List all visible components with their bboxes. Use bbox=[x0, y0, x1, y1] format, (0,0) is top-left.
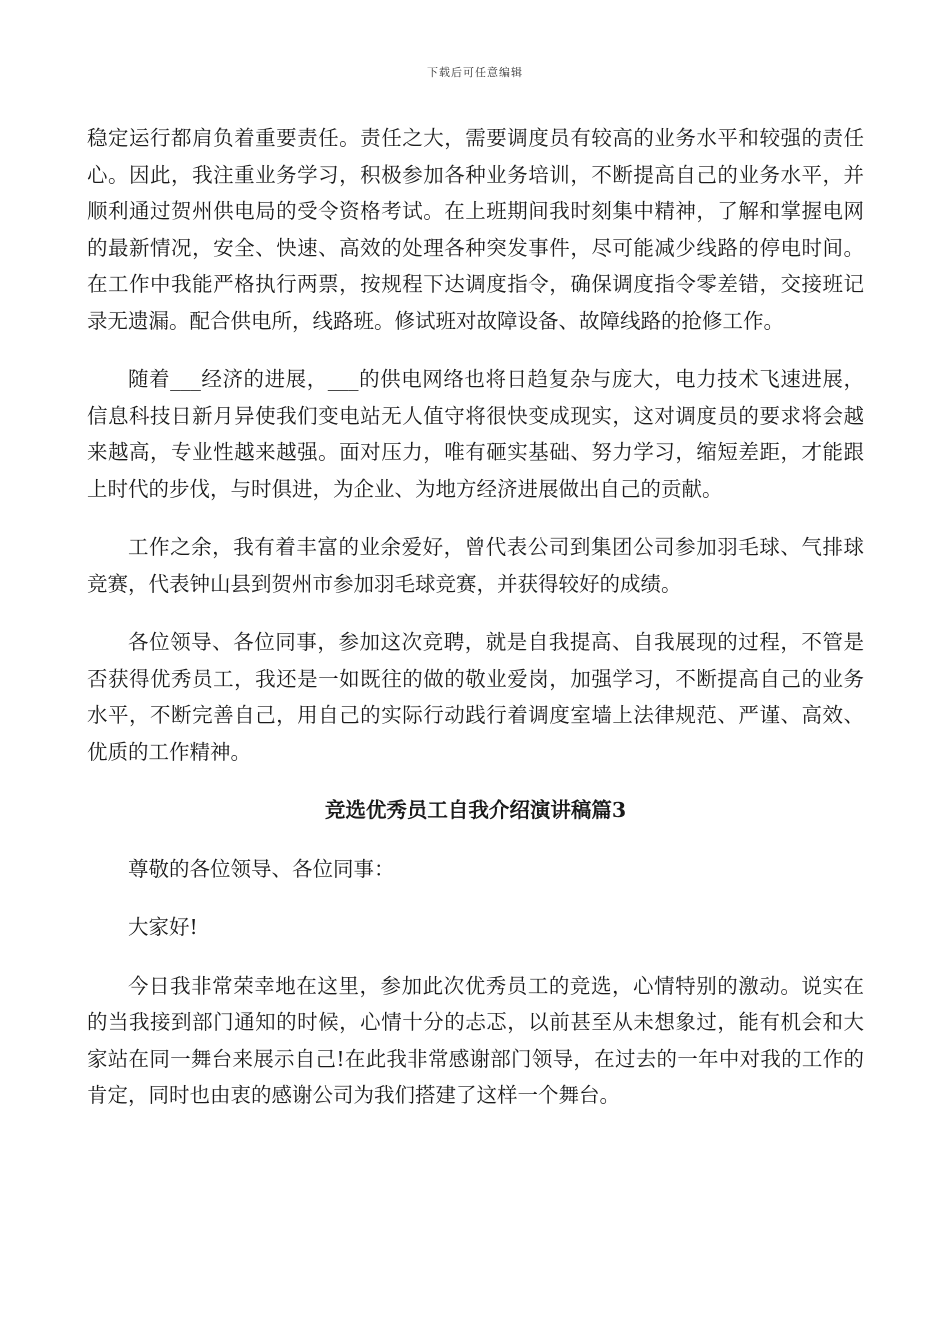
greeting: 尊敬的各位领导、各位同事： bbox=[128, 856, 395, 881]
header-note: 下载后可任意编辑 bbox=[427, 66, 523, 79]
paragraph-conclusion: 各位领导、各位同事，参加这次竞聘，就是自我提高、自我展现的过程，不管是否获得优秀员工，我还是一如既往的做的敬业爱岗，加强学习，不断提高自己的业务水平，不断完善自己，用自己的实际行动践行着调度室墙上法律规范、严谨、高效、优质的工作精神。 bbox=[87, 630, 864, 764]
paragraph-hobbies: 工作之余，我有着丰富的业余爱好，曾代表公司到集团公司参加羽毛球、气排球竞赛，代表钟山县到贺州市参加羽毛球竞赛，并获得较好的成绩。 bbox=[87, 535, 864, 596]
paragraph-continued: 稳定运行都肩负着重要责任。责任之大，需要调度员有较高的业务水平和较强的责任心。因此，我注重业务学习，积极参加各种业务培训，不断提高自己的业务水平，并顺利通过贺州供电局的受令资格考试。在上班期间我时刻集中精神，了解和掌握电网的最新情况，安全、快速、高效的处理各种突发事件，尽可能减少线路的停电时间。在工作中我能严格执行两票，按规程下达调度指令，确保调度指令零差错，交接班记录无遗漏。配合供电所，线路班。修试班对故障设备、故障线路的抢修工作。 bbox=[87, 126, 864, 333]
paragraph-opening: 今日我非常荣幸地在这里，参加此次优秀员工的竞选，心情特别的激动。说实在的当我接到部门通知的时候，心情十分的忐忑，以前甚至从未想象过，能有机会和大家站在同一舞台来展示自己!在此我非常感谢部门领导，在过去的一年中对我的工作的肯定，同时也由衷的感谢公司为我们搭建了这样一个舞台。 bbox=[87, 973, 864, 1107]
hello: 大家好! bbox=[128, 915, 198, 939]
paragraph-development: 随着___经济的进展，___的供电网络也将日趋复杂与庞大，电力技术飞速进展，信息科技日新月异使我们变电站无人值守将很快变成现实，这对调度员的要求将会越来越高，专业性越来越强。面对压力，唯有砸实基础、努力学习，缩短差距，才能跟上时代的步伐，与时俱进，为企业、为地方经济进展做出自己的贡献。 bbox=[87, 367, 864, 501]
document-body bbox=[87, 120, 864, 1136]
section-title: 竞选优秀员工自我介绍演讲稿篇3 bbox=[324, 798, 627, 822]
